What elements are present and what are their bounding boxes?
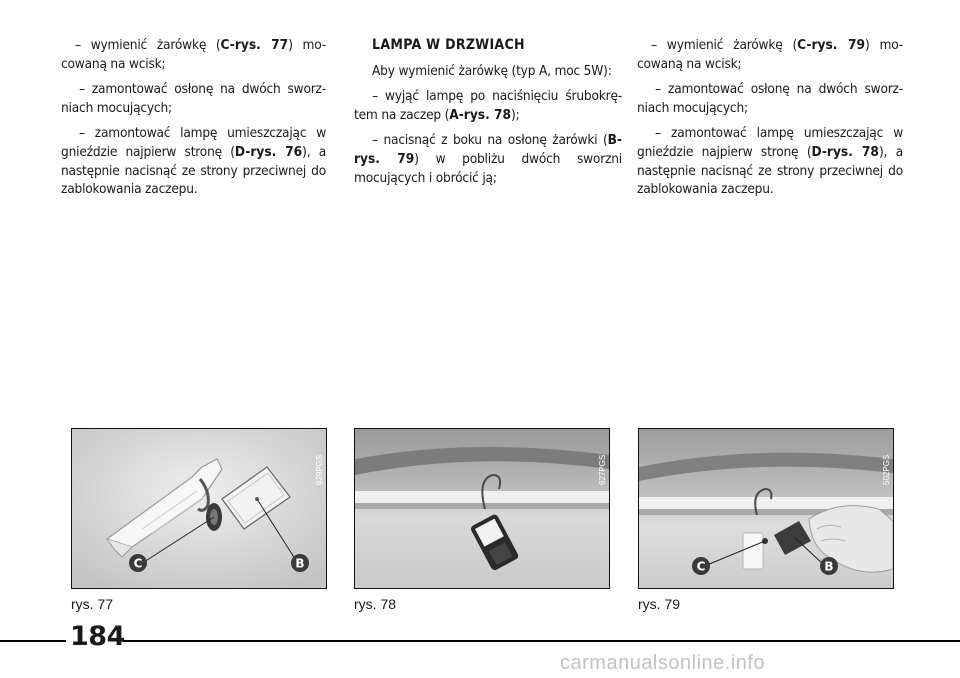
- watermark: carmanualsonline.info: [560, 652, 766, 674]
- text-column-1: [61, 36, 326, 206]
- figure-reference: D-rys. 76: [234, 143, 303, 160]
- text-run: ), a następnie nacisnąć ze strony przeciwnej do zablokowania zaczepu.: [637, 143, 903, 198]
- figure-reference: D-rys. 78: [811, 143, 879, 160]
- text-column-2: [354, 36, 622, 194]
- paragraph: [61, 36, 326, 73]
- figure-caption: rys. 79: [638, 596, 681, 612]
- marker-b-label: B: [824, 559, 834, 574]
- paragraph: [637, 124, 903, 198]
- text-run: – wymienić żarówkę (: [651, 37, 798, 53]
- paragraph: Aby wymienić żarówkę (typ A, moc 5W):: [372, 62, 612, 79]
- text-run: – wymienić żarówkę (: [75, 37, 221, 53]
- figure-caption: rys. 77: [71, 596, 114, 612]
- paragraph: [61, 124, 326, 198]
- image-code: 627PGS: [598, 454, 607, 485]
- text-run: – wyjąć lampę po naciśnięciu śrubokrę-tem na zaczep (: [354, 88, 622, 123]
- marker-b-label: B: [295, 556, 305, 571]
- figure-79-photo: [638, 428, 894, 589]
- text-run: – zamontować lampę umieszczając w gnieździe najpierw stronę (: [637, 125, 903, 160]
- footer-rule-right: [122, 640, 960, 642]
- paragraph: [354, 87, 622, 124]
- door-panel-lamp-removal-illustration: [355, 429, 609, 588]
- figure-77-photo: [71, 428, 327, 589]
- paragraph: – zamontować osłonę na dwóch sworz-niach mocujących;: [637, 81, 903, 116]
- paragraph: [354, 131, 622, 187]
- text-run: ) mo-cowaną na wcisk;: [637, 37, 903, 72]
- text-run: );: [511, 106, 520, 123]
- text-run: – nacisnąć z boku na osłonę żarówki (: [372, 132, 608, 149]
- paragraph: – zamontować osłonę na dwóch sworz-niach mocujących;: [61, 81, 326, 116]
- marker-c-label: C: [133, 556, 143, 571]
- figure-reference: C-rys. 77: [220, 37, 289, 53]
- figure-reference: C-rys. 79: [797, 37, 865, 53]
- text-column-3: [637, 36, 903, 206]
- text-run: ) w pobliżu dwóch sworzni mocujących i obrócić ją;: [354, 150, 622, 186]
- door-lamp-cover-removal-illustration: [639, 429, 893, 588]
- image-code: 629PGS: [315, 454, 324, 485]
- footer-rule-left: [0, 640, 66, 642]
- text-run: ), a następnie nacisnąć ze strony przeciwnej do zablokowania zaczepu.: [61, 143, 326, 198]
- text-run: ) mo-cowaną na wcisk;: [61, 37, 327, 72]
- figure-reference: A-rys. 78: [449, 106, 511, 123]
- paragraph: [637, 36, 903, 73]
- page-number: 184: [70, 621, 125, 652]
- text-run: – zamontować lampę umieszczając w gnieździe najpierw stronę (: [61, 125, 326, 160]
- figure-reference: B-rys. 79: [354, 132, 622, 167]
- figure-caption: rys. 78: [354, 596, 397, 612]
- door-lamp-disassembled-illustration: [72, 429, 326, 588]
- figure-78-photo: [354, 428, 610, 589]
- image-code: 502PGS: [882, 454, 891, 485]
- marker-c-label: C: [696, 559, 706, 574]
- section-heading: LAMPA W DRZWIACH: [372, 37, 525, 53]
